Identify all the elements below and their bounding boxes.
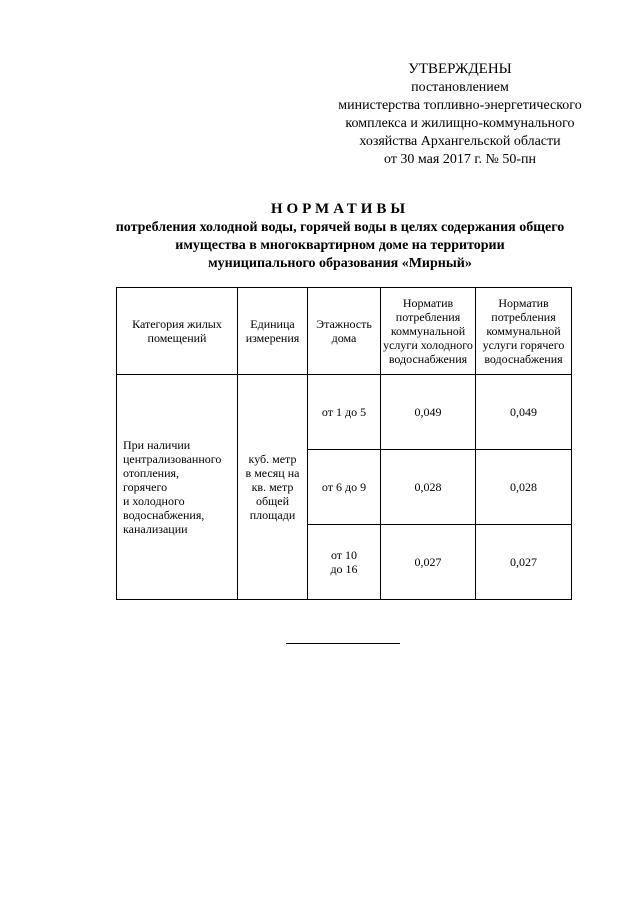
cold-norm-cell: 0,049 bbox=[381, 375, 476, 450]
table-header-row bbox=[117, 288, 572, 375]
approval-line: от 30 мая 2017 г. № 50-пн bbox=[383, 152, 537, 167]
header-hot-norm: Норматив потребления коммунальной услуги горячего водоснабжения bbox=[476, 288, 572, 375]
document-title: НОРМАТИВЫ bbox=[270, 201, 410, 217]
hot-norm-cell: 0,049 bbox=[476, 375, 572, 450]
floors-cell: от 10 до 16 bbox=[308, 525, 381, 600]
cold-norm-cell: 0,028 bbox=[381, 450, 476, 525]
hot-norm-cell: 0,027 bbox=[476, 525, 572, 600]
approval-heading: УТВЕРЖДЕНЫ bbox=[408, 61, 512, 77]
approval-line: постановлением bbox=[411, 80, 509, 95]
header-category: Категория жилых помещений bbox=[117, 288, 238, 375]
approval-line: министерства топливно-энергетического bbox=[338, 98, 582, 113]
document-subtitle bbox=[70, 219, 610, 273]
header-cold-norm: Норматив потребления коммунальной услуги холодного водоснабжения bbox=[381, 288, 476, 375]
cold-norm-cell: 0,027 bbox=[381, 525, 476, 600]
norms-table bbox=[116, 287, 572, 600]
approval-line: комплекса и жилищно-коммунального bbox=[345, 116, 575, 131]
header-unit: Единица измерения bbox=[238, 288, 308, 375]
floors-cell: от 6 до 9 bbox=[308, 450, 381, 525]
unit-cell: куб. метр в месяц на кв. метр общей площади bbox=[238, 375, 308, 600]
subtitle-line: муниципального образования «Мирный» bbox=[208, 256, 472, 271]
table-row bbox=[117, 375, 572, 450]
document-title-block bbox=[70, 199, 610, 273]
floors-cell: от 1 до 5 bbox=[308, 375, 381, 450]
category-cell: При наличии централизованного отопления, горячего и холодного водоснабжения, канализации bbox=[117, 375, 238, 600]
approval-block bbox=[310, 60, 610, 169]
header-floors: Этажность дома bbox=[308, 288, 381, 375]
subtitle-line: потребления холодной воды, горячей воды в целях содержания общего bbox=[115, 220, 565, 235]
subtitle-line: имущества в многоквартирном доме на территории bbox=[175, 238, 505, 253]
approval-line: хозяйства Архангельской области bbox=[359, 134, 561, 149]
end-divider bbox=[286, 643, 400, 644]
hot-norm-cell: 0,028 bbox=[476, 450, 572, 525]
